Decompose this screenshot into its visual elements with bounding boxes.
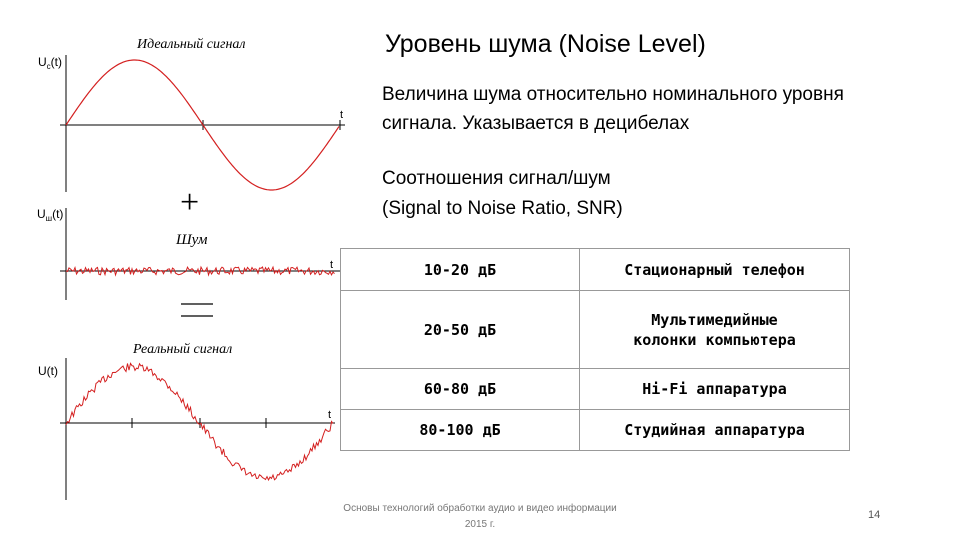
page-number: 14 bbox=[868, 509, 881, 521]
noise-label: Шум bbox=[176, 232, 208, 248]
snr-range-cell: 80-100 дБ bbox=[341, 410, 580, 451]
noise-axis-label: $U_ш(t)$ bbox=[37, 207, 64, 223]
device-cell bbox=[580, 291, 850, 369]
table-row bbox=[341, 291, 850, 369]
snr-range-cell: 20-50 дБ bbox=[341, 291, 580, 369]
device-cell: Стационарный телефон bbox=[580, 249, 850, 291]
real-signal-label: Реальный сигнал bbox=[133, 342, 233, 357]
slide-title: Уровень шума (Noise Level) bbox=[385, 30, 706, 58]
device-cell-line2: колонки компьютера bbox=[633, 330, 796, 349]
table-row bbox=[341, 410, 850, 451]
noise-time-label: t bbox=[330, 259, 334, 271]
table-row bbox=[341, 249, 850, 291]
footer-course: Основы технологий обработки аудио и видео информации bbox=[343, 503, 617, 514]
ideal-axis-label: $U_c(t)$ bbox=[38, 55, 62, 71]
ideal-time-label: t bbox=[340, 109, 344, 121]
device-cell: Hi-Fi аппаратура bbox=[580, 369, 850, 410]
ideal-signal-label: Идеальный сигнал bbox=[137, 37, 246, 52]
snr-heading bbox=[382, 164, 862, 224]
equals-sign bbox=[181, 304, 213, 316]
snr-range-cell: 10-20 дБ bbox=[341, 249, 580, 291]
slide-footer bbox=[300, 501, 660, 533]
plus-sign: + bbox=[180, 184, 200, 221]
snr-range-cell: 60-80 дБ bbox=[341, 369, 580, 410]
snr-table bbox=[340, 248, 850, 451]
real-signal-plot bbox=[38, 342, 335, 500]
snr-heading-line1: Соотношения сигнал/шум bbox=[382, 168, 611, 189]
real-axis-label: U(t) bbox=[38, 364, 58, 378]
snr-heading-line2: (Signal to Noise Ratio, SNR) bbox=[382, 198, 623, 219]
footer-year: 2015 г. bbox=[464, 519, 496, 530]
signal-plots bbox=[0, 0, 360, 500]
device-cell-line1: Мультимедийные bbox=[651, 310, 778, 329]
real-time-label: t bbox=[328, 409, 332, 421]
slide-description: Величина шума относительно номинального уровня сигнала. Указывается в децибелах bbox=[382, 84, 844, 134]
ideal-signal-plot bbox=[38, 37, 345, 192]
device-cell: Студийная аппаратура bbox=[580, 410, 850, 451]
table-row bbox=[341, 369, 850, 410]
